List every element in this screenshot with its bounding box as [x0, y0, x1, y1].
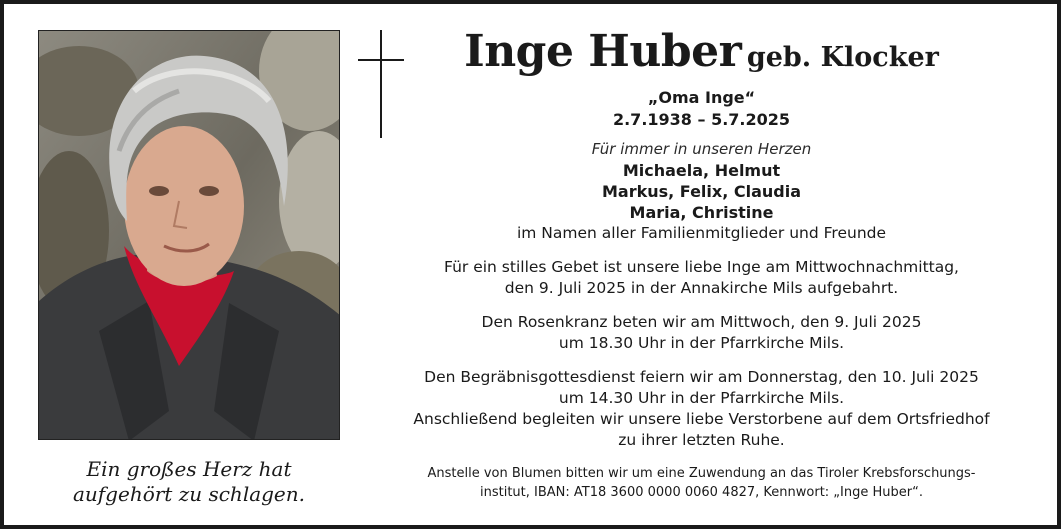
life-dates: 2.7.1938 – 5.7.2025	[612, 110, 791, 129]
deceased-name	[374, 26, 1029, 87]
memorial-quote	[38, 457, 340, 507]
donation-line-1: Anstelle von Blumen bitten wir um eine Zuwendung an das Tiroler Krebsforschungs-	[427, 466, 976, 481]
funeral-line-1: Den Begräbnisgottesdienst feiern wir am Donnerstag, den 10. Juli 2025	[424, 368, 979, 386]
viewing-line-1: Für ein stilles Gebet ist unsere liebe Inge am Mittwochnachmittag,	[444, 258, 959, 276]
nickname: „Oma Inge“	[647, 88, 756, 107]
birth-name: geb. Klocker	[746, 42, 939, 73]
rosary-line-2: um 18.30 Uhr in der Pfarrkirche Mils.	[558, 334, 845, 352]
funeral-line-4: zu ihrer letzten Ruhe.	[618, 431, 785, 449]
mourner-line-3: Maria, Christine	[629, 203, 774, 222]
portrait-image	[39, 31, 340, 440]
obituary-text	[374, 26, 1029, 502]
quote-line-2: aufgehört zu schlagen.	[72, 482, 306, 506]
portrait-photo	[38, 30, 340, 440]
rosary-line-1: Den Rosenkranz beten wir am Mittwoch, den 9. Juli 2025	[481, 313, 922, 331]
farewell-line: Für immer in unseren Herzen	[591, 140, 812, 158]
funeral-line-3: Anschließend begleiten wir unsere liebe Verstorbene auf dem Ortsfriedhof	[413, 410, 990, 428]
name-main: Inge Huber	[464, 26, 742, 77]
viewing-line-2: den 9. Juli 2025 in der Annakirche Mils aufgebahrt.	[504, 279, 899, 297]
quote-line-1: Ein großes Herz hat	[86, 457, 292, 481]
mourners-family: im Namen aller Familienmitglieder und Freunde	[516, 224, 887, 242]
donation-line-2: institut, IBAN: AT18 3600 0000 0060 4827, Kennwort: „Inge Huber“.	[480, 485, 923, 500]
mourner-line-2: Markus, Felix, Claudia	[601, 182, 802, 201]
funeral-line-2: um 14.30 Uhr in der Pfarrkirche Mils.	[558, 389, 845, 407]
mourner-line-1: Michaela, Helmut	[622, 161, 781, 180]
